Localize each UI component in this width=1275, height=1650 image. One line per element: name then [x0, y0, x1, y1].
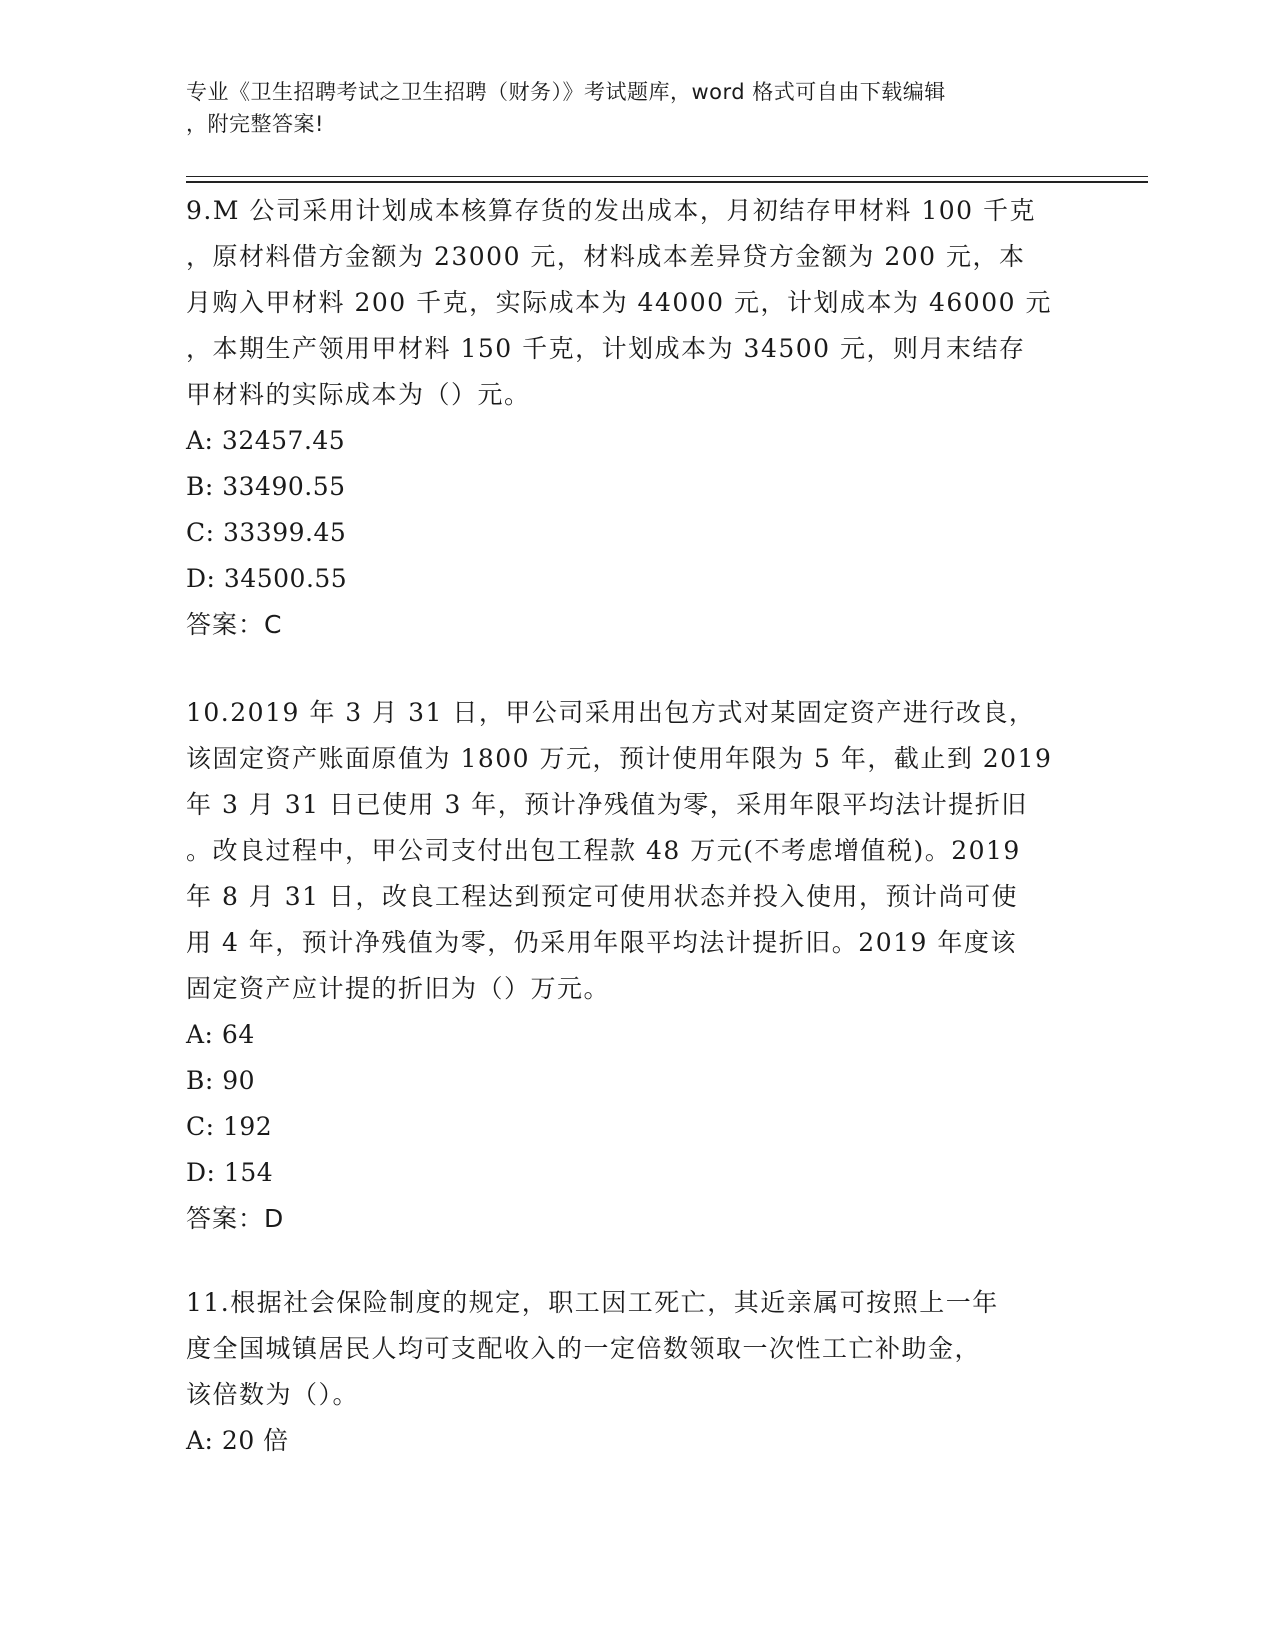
question-stem-line: 年 3 月 31 日已使用 3 年，预计净残值为零，采用年限平均法计提折旧	[186, 790, 1028, 819]
question-stem-line: 月购入甲材料 200 千克，实际成本为 44000 元，计划成本为 46000 元	[186, 288, 1052, 317]
header-line: 专业《卫生招聘考试之卫生招聘（财务）》考试题库，word 格式可自由下载编辑	[186, 80, 946, 104]
header-line: ，附完整答案!	[186, 112, 324, 136]
question-stem-line: 。改良过程中，甲公司支付出包工程款 48 万元(不考虑增值税)。2019	[186, 836, 1021, 865]
header-divider	[186, 176, 1148, 177]
question-stem-line: 用 4 年，预计净残值为零，仍采用年限平均法计提折旧。2019 年度该	[186, 928, 1017, 957]
question-stem-line: 甲材料的实际成本为（）元。	[186, 380, 531, 409]
question-block	[186, 1280, 1086, 1464]
option-c: C: 192	[186, 1112, 273, 1141]
header-divider	[186, 181, 1148, 183]
option-b: B: 33490.55	[186, 472, 346, 501]
question-stem-line: 度全国城镇居民人均可支配收入的一定倍数领取一次性工亡补助金，	[186, 1334, 982, 1363]
option-d: D: 154	[186, 1158, 274, 1187]
answer-label: 答案：C	[186, 610, 283, 639]
option-a: A: 32457.45	[186, 426, 346, 455]
option-b: B: 90	[186, 1066, 256, 1095]
question-stem-line: 年 8 月 31 日，改良工程达到预定可使用状态并投入使用，预计尚可使	[186, 882, 1019, 911]
question-stem-line: ，原材料借方金额为 23000 元，材料成本差异贷方金额为 200 元，本	[186, 242, 1026, 271]
answer-label: 答案：D	[186, 1204, 285, 1233]
question-stem-line: 9.M 公司采用计划成本核算存货的发出成本，月初结存甲材料 100 千克	[186, 196, 1037, 225]
document-header	[186, 76, 1076, 140]
question-block	[186, 690, 1086, 1242]
question-stem-line: 该固定资产账面原值为 1800 万元，预计使用年限为 5 年，截止到 2019	[186, 744, 1053, 773]
option-a: A: 64	[186, 1020, 255, 1049]
question-stem-line: 该倍数为（）。	[186, 1380, 360, 1409]
question-stem-line: ，本期生产领用甲材料 150 千克，计划成本为 34500 元，则月末结存	[186, 334, 1026, 363]
question-stem-line: 11.根据社会保险制度的规定，职工因工死亡，其近亲属可按照上一年	[186, 1288, 999, 1317]
option-c: C: 33399.45	[186, 518, 347, 547]
question-block	[186, 188, 1086, 648]
question-stem-line: 10.2019 年 3 月 31 日，甲公司采用出包方式对某固定资产进行改良，	[186, 698, 1036, 727]
option-a: A: 20 倍	[186, 1426, 289, 1455]
question-stem-line: 固定资产应计提的折旧为（）万元。	[186, 974, 611, 1003]
option-d: D: 34500.55	[186, 564, 348, 593]
